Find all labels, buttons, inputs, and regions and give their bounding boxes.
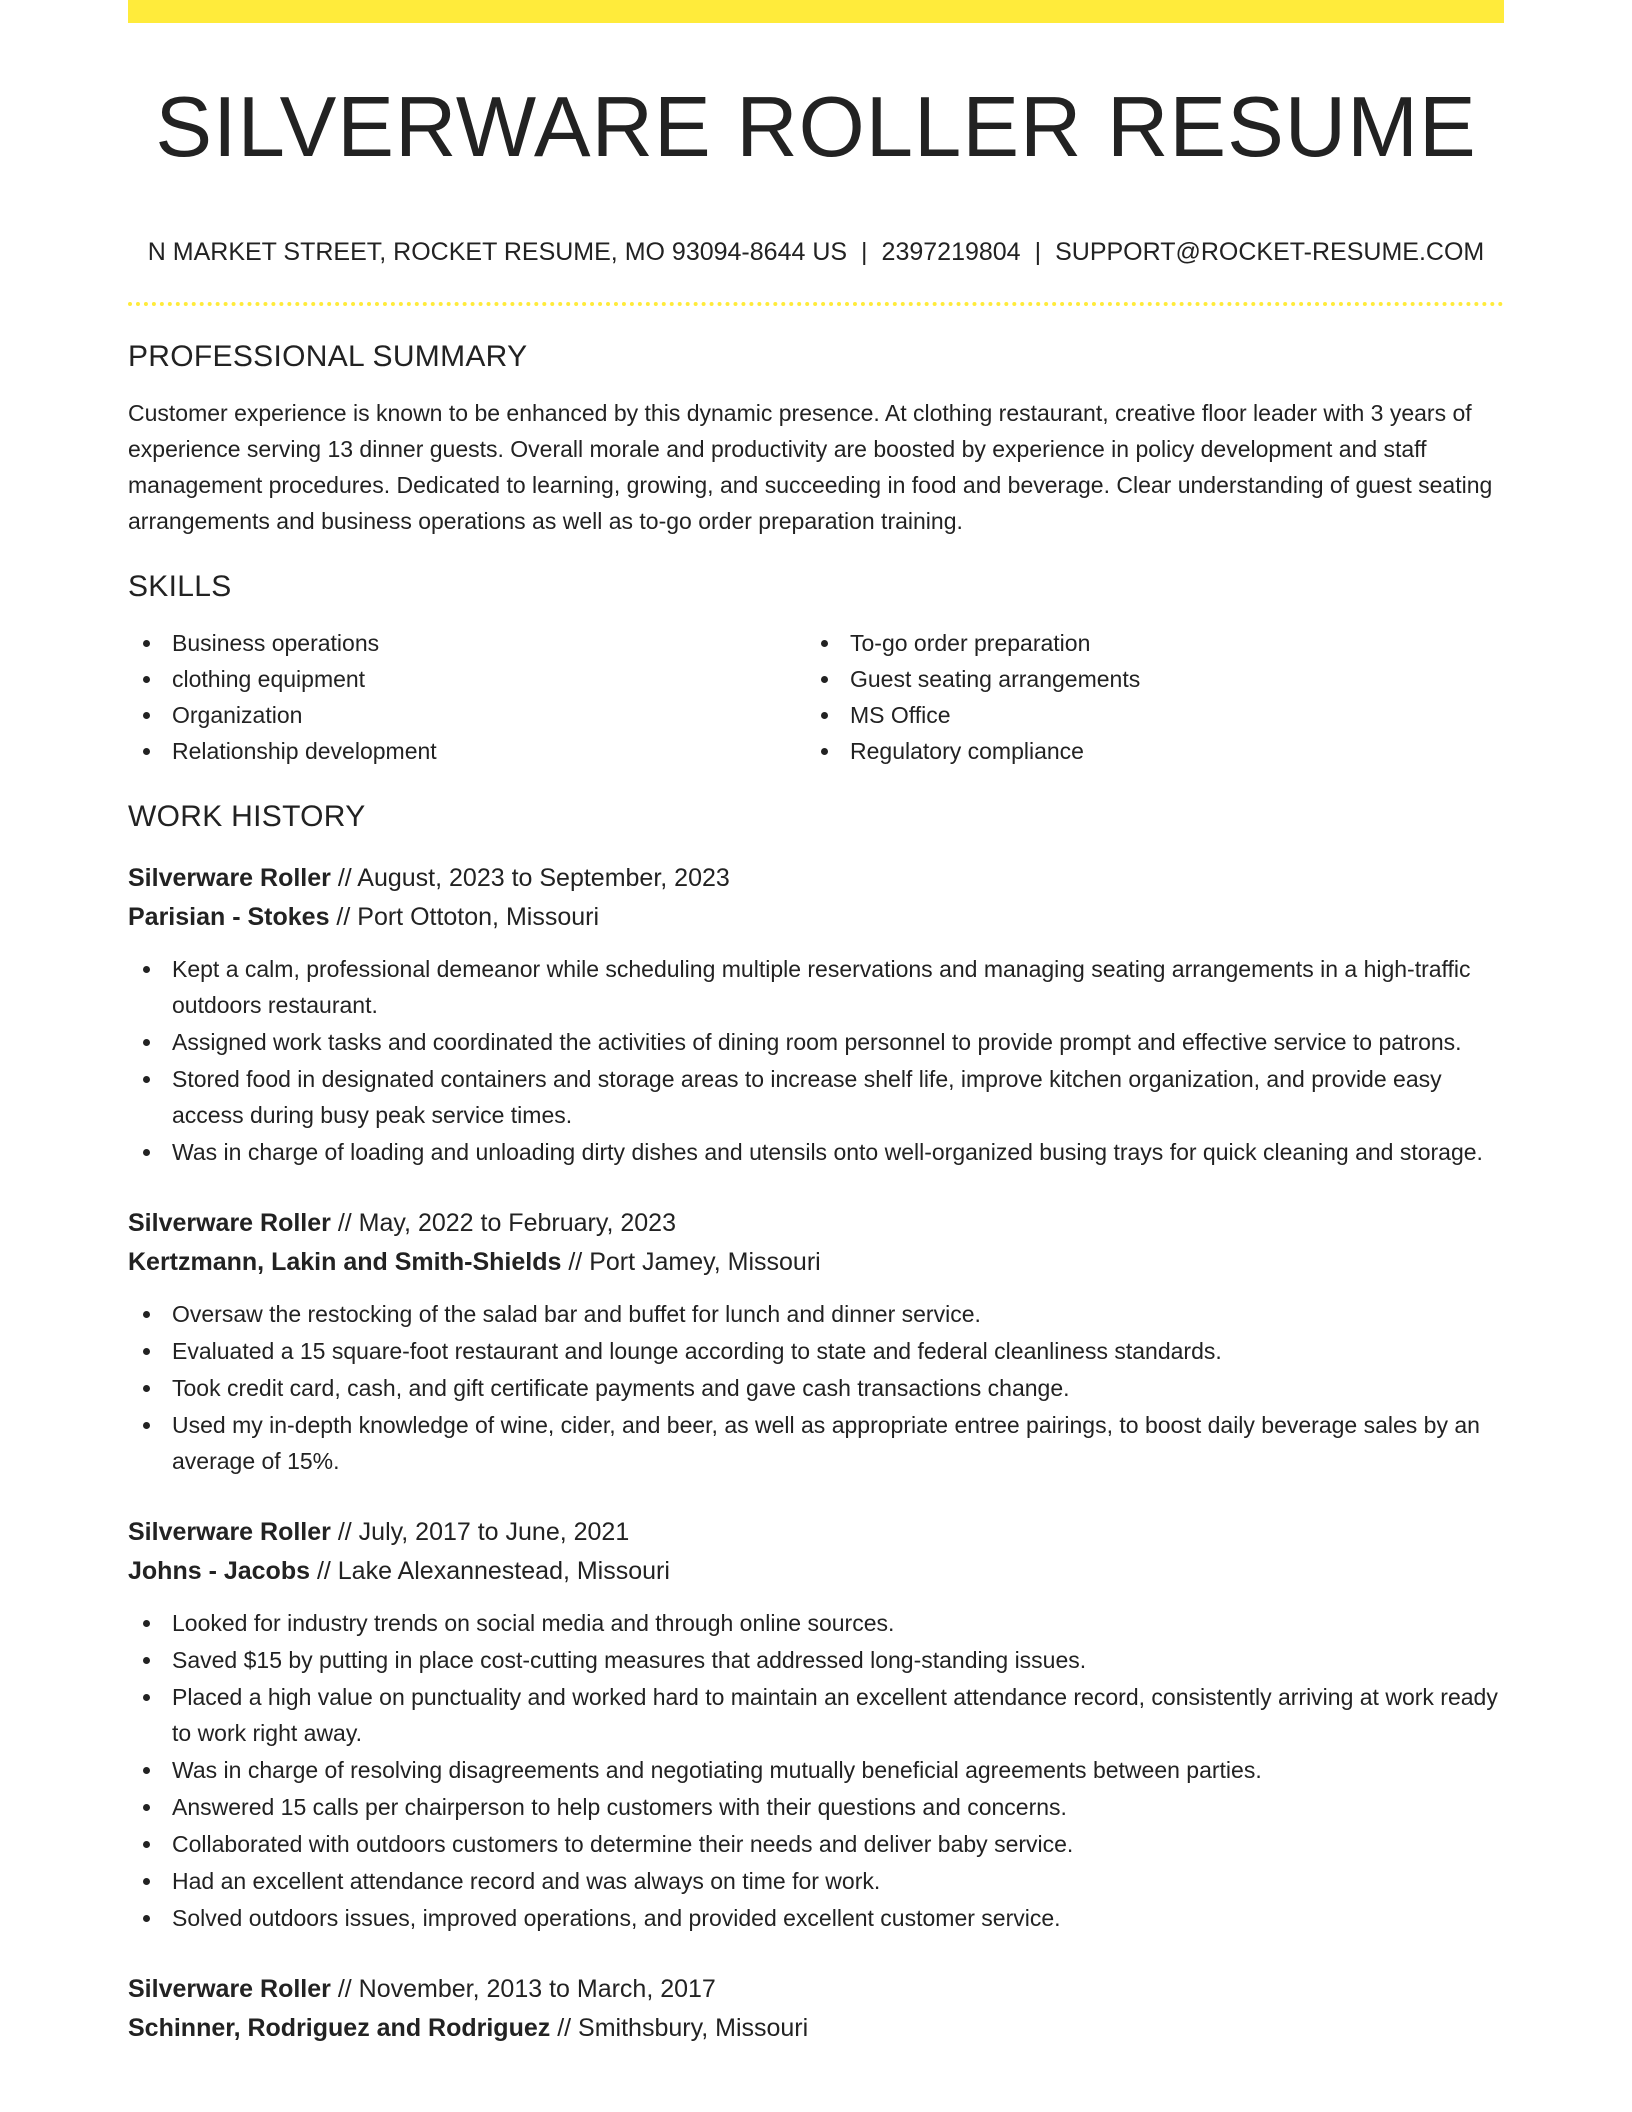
job-entry: [128, 1513, 1504, 1936]
job-bullet: Looked for industry trends on social media and through online sources.: [128, 1605, 1504, 1641]
summary-text: Customer experience is known to be enhanced by this dynamic presence. At clothing restaurant, creative floor leader with 3 years of experience serving 13 dinner guests. Overall morale and productivity are boosted by experience in policy development and staff management procedures. Dedicated to learning, growing, and succeeding in food and beverage. Clear understanding of guest seating arrangements and business operations as well as to-go order preparation training.: [128, 400, 1493, 534]
job-company-line: [128, 1243, 1504, 1282]
job-title-line: [128, 859, 1504, 898]
contact-email: SUPPORT@ROCKET-RESUME.COM: [1055, 238, 1485, 266]
skills-list: [128, 625, 1504, 769]
job-role: Silverware Roller: [128, 1209, 331, 1237]
job-company: Kertzmann, Lakin and Smith-Shields: [128, 1248, 562, 1276]
contact-line: [128, 237, 1504, 267]
job-title-line: [128, 1204, 1504, 1243]
job-bullet: Collaborated with outdoors customers to determine their needs and deliver baby service.: [128, 1826, 1504, 1862]
job-company: Parisian - Stokes: [128, 903, 330, 931]
resume-title: SILVERWARE ROLLER RESUME: [155, 80, 1477, 175]
job-bullet: Answered 15 calls per chairperson to help customers with their questions and concerns.: [128, 1789, 1504, 1825]
skill-item: Relationship development: [128, 733, 806, 769]
job-bullet: Saved $15 by putting in place cost-cutting measures that addressed long-standing issues.: [128, 1642, 1504, 1678]
job-entry: [128, 1204, 1504, 1479]
dotted-divider: [128, 302, 1504, 306]
skills-column-right: [806, 625, 1484, 769]
job-entry: [128, 1970, 1504, 2048]
job-bullet: Used my in-depth knowledge of wine, cider, and beer, as well as appropriate entree pairings, to boost daily beverage sales by an average of 15%.: [128, 1407, 1504, 1479]
skill-item: To-go order preparation: [806, 625, 1484, 661]
job-location: // Lake Alexannestead, Missouri: [310, 1557, 670, 1585]
skill-item: clothing equipment: [128, 661, 806, 697]
job-bullet: Stored food in designated containers and storage areas to increase shelf life, improve kitchen organization, and provide easy access during busy peak service times.: [128, 1061, 1504, 1133]
job-dates: // November, 2013 to March, 2017: [330, 1975, 716, 2003]
job-company-line: [128, 2009, 1504, 2048]
job-company-line: [128, 1552, 1504, 1591]
job-bullet: Solved outdoors issues, improved operations, and provided excellent customer service.: [128, 1900, 1504, 1936]
job-company-line: [128, 898, 1504, 937]
job-bullet: Evaluated a 15 square-foot restaurant and lounge according to state and federal cleanliness standards.: [128, 1333, 1504, 1369]
job-bullet: Was in charge of loading and unloading dirty dishes and utensils onto well-organized busing trays for quick cleaning and storage.: [128, 1134, 1504, 1170]
job-location: // Port Jamey, Missouri: [561, 1248, 821, 1276]
skill-item: Business operations: [128, 625, 806, 661]
job-title-line: [128, 1513, 1504, 1552]
job-bullet: Oversaw the restocking of the salad bar and buffet for lunch and dinner service.: [128, 1296, 1504, 1332]
job-role: Silverware Roller: [128, 1975, 331, 2003]
job-bullets: [128, 1605, 1504, 1936]
job-company: Johns - Jacobs: [128, 1557, 310, 1585]
skill-item: Guest seating arrangements: [806, 661, 1484, 697]
job-bullets: [128, 951, 1504, 1170]
contact-phone: 2397219804: [881, 238, 1021, 266]
job-entry: [128, 859, 1504, 1170]
work-history-heading: WORK HISTORY: [128, 800, 366, 833]
resume-page: [128, 0, 1504, 2048]
job-bullet: Assigned work tasks and coordinated the activities of dining room personnel to provide prompt and effective service to patrons.: [128, 1024, 1504, 1060]
skills-heading: SKILLS: [128, 570, 232, 603]
contact-separator: |: [861, 238, 868, 266]
job-bullet: Was in charge of resolving disagreements and negotiating mutually beneficial agreements between parties.: [128, 1752, 1504, 1788]
job-dates: // August, 2023 to September, 2023: [330, 864, 730, 892]
job-bullet: Took credit card, cash, and gift certificate payments and gave cash transactions change.: [128, 1370, 1504, 1406]
skill-item: MS Office: [806, 697, 1484, 733]
job-role: Silverware Roller: [128, 864, 331, 892]
job-role: Silverware Roller: [128, 1518, 331, 1546]
contact-separator: |: [1034, 238, 1042, 266]
job-location: // Smithsbury, Missouri: [550, 2014, 809, 2042]
contact-address: N MARKET STREET, ROCKET RESUME, MO 93094-8644 US: [147, 238, 848, 266]
job-title-line: [128, 1970, 1504, 2009]
job-dates: // July, 2017 to June, 2021: [330, 1518, 630, 1546]
job-dates: // May, 2022 to February, 2023: [330, 1209, 676, 1237]
summary-heading: PROFESSIONAL SUMMARY: [128, 340, 528, 373]
skill-item: Organization: [128, 697, 806, 733]
skill-item: Regulatory compliance: [806, 733, 1484, 769]
job-bullet: Kept a calm, professional demeanor while scheduling multiple reservations and managing seating arrangements in a high-traffic outdoors restaurant.: [128, 951, 1504, 1023]
job-bullets: [128, 1296, 1504, 1479]
skills-column-left: [128, 625, 806, 769]
accent-top-bar: [128, 0, 1504, 23]
job-bullet: Placed a high value on punctuality and worked hard to maintain an excellent attendance record, consistently arriving at work ready to work right away.: [128, 1679, 1504, 1751]
job-company: Schinner, Rodriguez and Rodriguez: [128, 2014, 551, 2042]
job-bullet: Had an excellent attendance record and was always on time for work.: [128, 1863, 1504, 1899]
job-location: // Port Ottoton, Missouri: [329, 903, 600, 931]
